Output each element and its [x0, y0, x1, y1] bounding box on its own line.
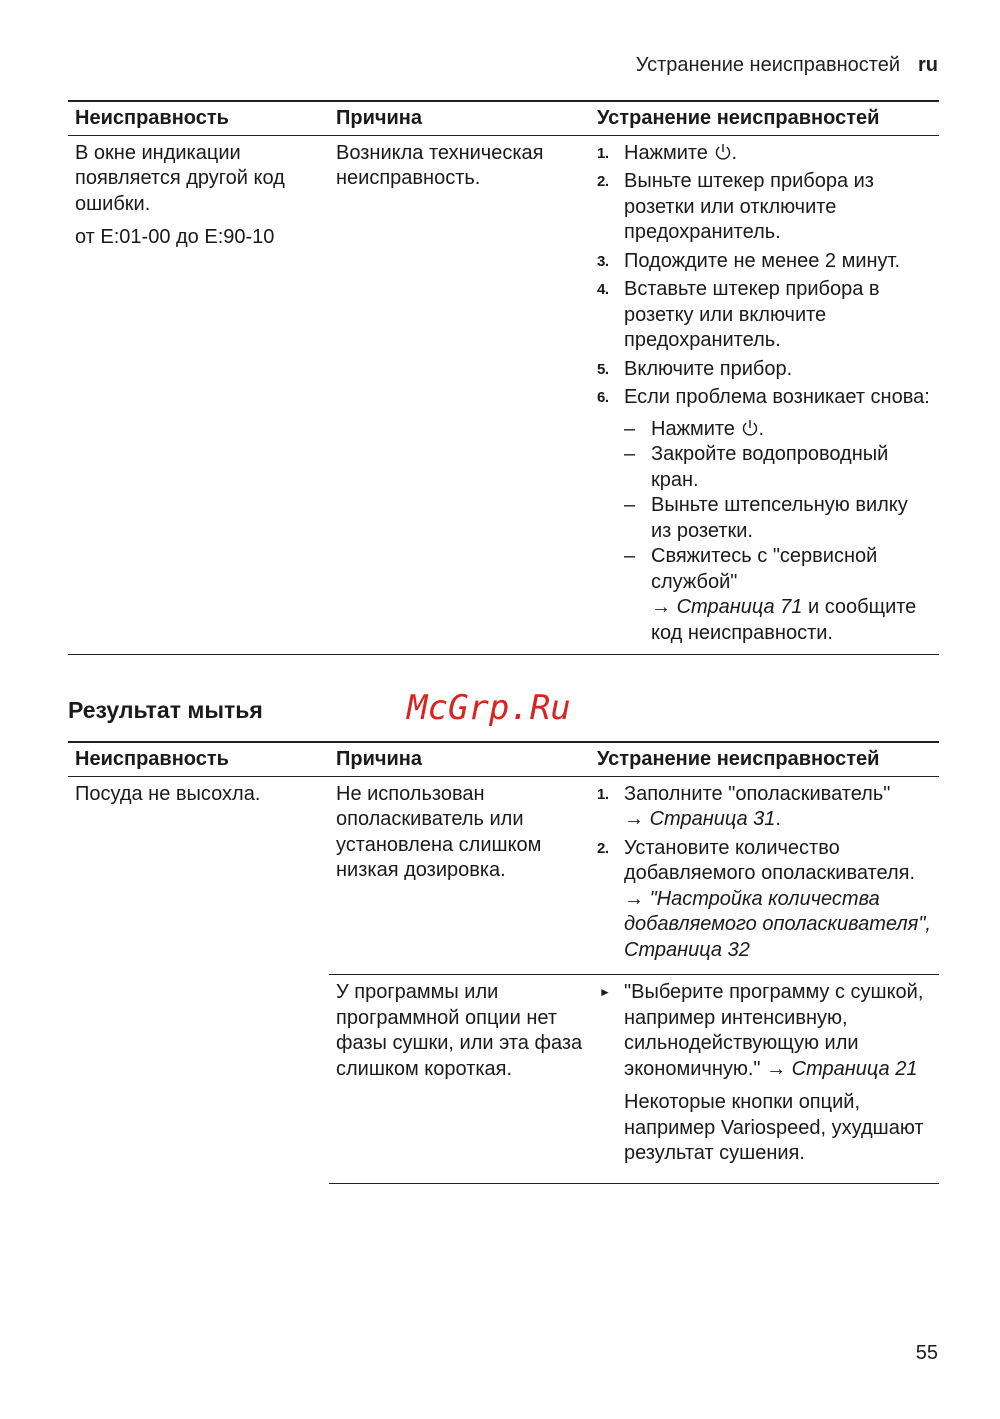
ref-arrow: →: [651, 596, 671, 618]
ref-arrow: →: [624, 887, 644, 910]
page-reference-link[interactable]: "Настройка количества добавляемого ополаскивателя", Страница 32: [624, 887, 931, 961]
fault-text: В окне индикации появляется другой код ошибки.: [75, 141, 285, 215]
page-header: [636, 54, 938, 77]
cause-text: У программы или программной опции нет фазы сушки, или эта фаза слишком короткая.: [336, 981, 583, 1080]
column-header-fault: Неисправность: [75, 748, 229, 770]
cause-cell: [329, 776, 590, 975]
table-header-row: [68, 101, 939, 135]
step-text: Подождите не менее 2 минут.: [624, 249, 901, 272]
remedy-steps: [597, 782, 933, 964]
action-text: "Выберите программу с сушкой, например интенсивную, сильнодействующую или экономичную.": [624, 981, 924, 1080]
sub-step-item: [624, 417, 933, 443]
ref-arrow: →: [766, 1057, 787, 1080]
dash-marker: –: [624, 494, 636, 516]
cause-text: Возникла техническая неисправность.: [336, 141, 544, 189]
step-text: Выньте штекер прибора из розетки или отключите предохранитель.: [624, 170, 874, 243]
cause-text: Не использован ополаскиватель или установлена слишком низкая дозировка.: [336, 782, 542, 881]
step-number: 2.: [597, 839, 609, 857]
action-item: [597, 980, 933, 1167]
header-title: Устранение неисправностей: [635, 54, 900, 76]
page-reference-link[interactable]: Страница 21: [791, 1057, 918, 1080]
fault-cell: [68, 135, 329, 655]
sub-step-item: [624, 544, 933, 646]
step-item: [597, 357, 933, 383]
remedy-cell: [590, 975, 939, 1184]
dash-marker: –: [624, 545, 636, 567]
step-suffix: .: [775, 808, 781, 830]
sub-step-tail: и сообщите код неисправности.: [651, 596, 917, 644]
step-item: [597, 249, 933, 275]
step-number: 2.: [597, 173, 609, 190]
step-item: [597, 169, 933, 246]
fault-text: Посуда не высохла.: [75, 782, 261, 805]
sub-step-suffix: .: [758, 417, 765, 440]
power-icon: [741, 418, 759, 438]
step-suffix: .: [731, 141, 738, 164]
dash-marker: –: [624, 443, 636, 465]
sub-step-text: Нажмите: [651, 417, 735, 440]
power-icon: [714, 142, 732, 162]
fault-range: от E:01-00 до E:90-10: [75, 226, 275, 248]
step-text: Заполните "ополаскиватель": [624, 782, 891, 805]
cause-cell: [329, 135, 590, 655]
sub-step-item: [624, 493, 933, 544]
step-text: Установите количество добавляемого ополаскивателя.: [624, 836, 915, 884]
sub-step-text: Закройте водопроводный кран.: [651, 443, 889, 491]
step-text: Если проблема возникает снова:: [624, 386, 930, 408]
step-number: 1.: [597, 144, 609, 162]
table-header-row: [68, 742, 939, 776]
table-row: [68, 135, 939, 655]
step-number: 6.: [597, 389, 609, 406]
fault-table-wash-result: [68, 741, 939, 1184]
column-header-cause: Причина: [336, 748, 422, 770]
step-item: [597, 277, 933, 354]
column-header-cause: Причина: [336, 107, 422, 129]
language-code: ru: [918, 54, 938, 76]
remedy-cell: [590, 776, 939, 975]
table-row: [68, 776, 939, 975]
bullet-marker: ►: [599, 985, 611, 999]
page-number: 55: [915, 1342, 938, 1364]
fault-cell: [68, 776, 329, 1183]
step-number: 3.: [597, 252, 609, 270]
page-reference-link[interactable]: Страница 31: [649, 808, 776, 830]
step-text: Нажмите: [624, 141, 708, 164]
step-number: 4.: [597, 281, 609, 298]
sub-step-text: Свяжитесь с "сервисной службой": [651, 545, 878, 593]
ref-arrow: →: [624, 808, 644, 830]
column-header-remedy: Устранение неисправностей: [597, 107, 880, 129]
page-reference-link[interactable]: Страница 71: [676, 596, 803, 618]
step-number: 1.: [597, 785, 609, 803]
step-text: Вставьте штекер прибора в розетку или включите предохранитель.: [624, 278, 880, 351]
sub-step-item: [624, 442, 933, 493]
watermark: McGrp.Ru: [407, 688, 571, 728]
cause-cell: [329, 975, 590, 1184]
step-item: [597, 385, 933, 411]
column-header-remedy: Устранение неисправностей: [597, 748, 880, 770]
step-item: [597, 836, 933, 964]
column-header-fault: Неисправность: [75, 107, 229, 129]
remedy-cell: [590, 135, 939, 655]
remedy-steps: [597, 141, 933, 411]
sub-step-text: Выньте штепсельную вилку из розетки.: [651, 494, 908, 542]
fault-table-error-codes: [68, 100, 939, 655]
sub-steps: [597, 417, 933, 647]
step-item: [597, 141, 933, 167]
dash-marker: –: [624, 417, 636, 440]
step-item: [597, 782, 933, 833]
step-number: 5.: [597, 360, 609, 378]
step-text: Включите прибор.: [624, 357, 793, 380]
section-title: Результат мытья: [68, 697, 263, 723]
note-text: Некоторые кнопки опций, например Variospeed, ухудшают результат сушения.: [624, 1091, 924, 1164]
